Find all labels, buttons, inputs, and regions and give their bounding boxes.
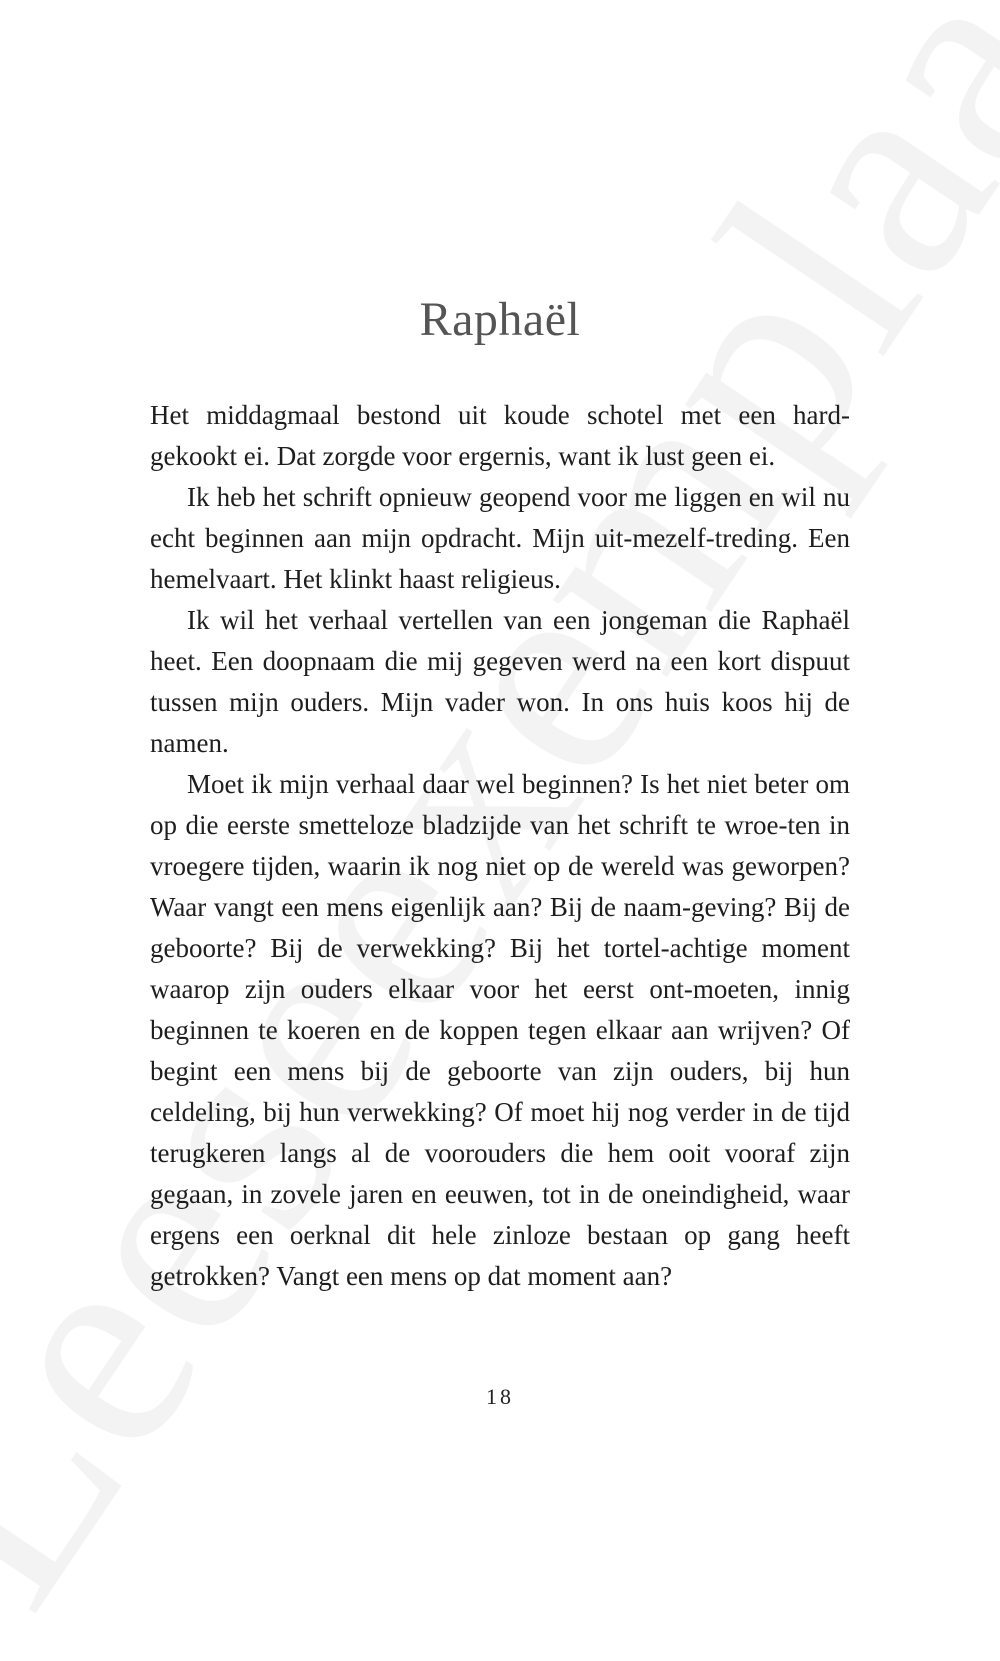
paragraph-2: Ik heb het schrift opnieuw geopend voor me liggen en wil nu echt beginnen aan mijn opdracht. Mijn uit-mezelf-treding. Een hemelvaart. Het klinkt haast religieus. (150, 482, 850, 594)
chapter-title: Raphaël (419, 293, 581, 346)
paragraph-4: Moet ik mijn verhaal daar wel beginnen? Is het niet beter om op die eerste smetteloze bladzijde van het schrift te wroe-ten in vroegere tijden, waarin ik nog niet op de wereld was geworpen? Waar vangt een mens eigenlijk aan? Bij de naam-geving? Bij de geboorte? Bij de verwekking? Bij het tortel-achtige moment waarop zijn ouders elkaar voor het eerst ont-moeten, innig beginnen te koeren en de koppen tegen elkaar aan wrijven? Of begint een mens bij de geboorte van zijn ouders, bij hun celdeling, bij hun verwekking? Of moet hij nog verder in de tijd terugkeren langs al de voorouders die hem ooit vooraf zijn gegaan, in zovele jaren en eeuwen, tot in de oneindigheid, waar ergens een oerknal dit hele zinloze bestaan op gang heeft getrokken? Vangt een mens op dat moment aan? (150, 769, 850, 1291)
paragraph-1: Het middagmaal bestond uit koude schotel met een hard-gekookt ei. Dat zorgde voor ergernis, want ik lust geen ei. (150, 400, 850, 471)
body-text (150, 395, 850, 1297)
paragraph-3: Ik wil het verhaal vertellen van een jongeman die Raphaël heet. Een doopnaam die mij gegeven werd na een kort dispuut tussen mijn ouders. Mijn vader won. In ons huis koos hij de namen. (150, 605, 850, 758)
page-number: 18 (486, 1384, 514, 1409)
